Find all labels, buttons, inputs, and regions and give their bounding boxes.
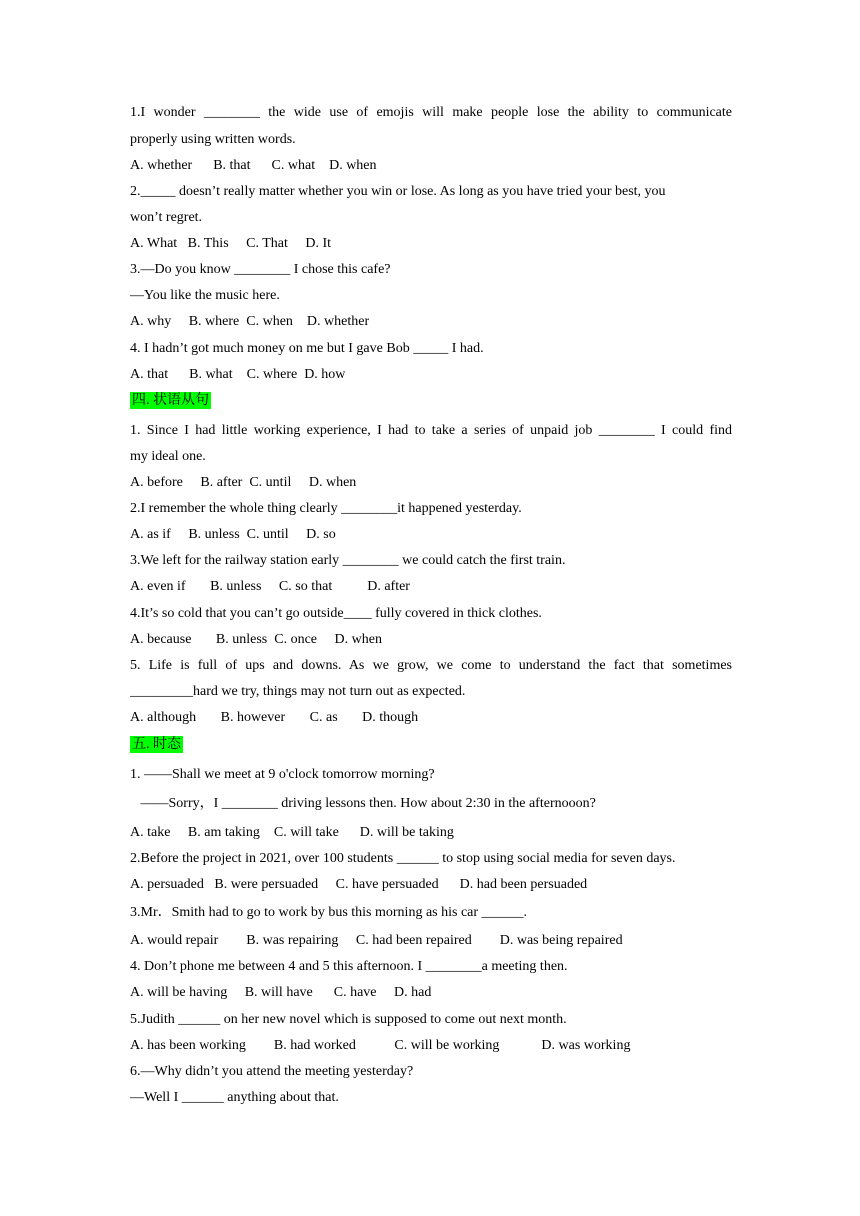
question-line: —You like the music here. bbox=[130, 288, 280, 303]
options-line: A. even if B. unless C. so that D. after bbox=[130, 579, 410, 594]
options-line: A. will be having B. will have C. have D. had bbox=[130, 985, 432, 1000]
question-line: 4. Don’t phone me between 4 and 5 this afternoon. I ________a meeting then. bbox=[130, 959, 568, 974]
question-line: properly using written words. bbox=[130, 132, 296, 147]
section-heading: 四. 状语从句 bbox=[132, 393, 209, 408]
question-line: 1. Since I had little working experience, I had to take a series of unpaid job ________ I could find bbox=[130, 423, 732, 438]
options-line: A. persuaded B. were persuaded C. have persuaded D. had been persuaded bbox=[130, 877, 588, 892]
question-line: 5. Life is full of ups and downs. As we grow, we come to understand the fact that sometimes bbox=[130, 658, 732, 673]
options-line: A. whether B. that C. what D. when bbox=[130, 158, 377, 173]
question-line: ——Sorry，I ________ driving lessons then. How about 2:30 in the afternooon? bbox=[130, 796, 596, 811]
options-line: A. would repair B. was repairing C. had been repaired D. was being repaired bbox=[130, 933, 623, 948]
question-line: my ideal one. bbox=[130, 449, 206, 464]
question-line: 4.It’s so cold that you can’t go outside____ fully covered in thick clothes. bbox=[130, 606, 542, 621]
question-line: 4. I hadn’t got much money on me but I gave Bob _____ I had. bbox=[130, 341, 484, 356]
options-line: A. that B. what C. where D. how bbox=[130, 367, 346, 382]
options-line: A. has been working B. had worked C. will be working D. was working bbox=[130, 1038, 631, 1053]
question-line: 5.Judith ______ on her new novel which is supposed to come out next month. bbox=[130, 1012, 567, 1027]
question-line: 2._____ doesn’t really matter whether you win or lose. As long as you have tried your best, you bbox=[130, 184, 666, 199]
options-line: A. although B. however C. as D. though bbox=[130, 710, 419, 725]
options-line: A. because B. unless C. once D. when bbox=[130, 632, 382, 647]
options-line: A. why B. where C. when D. whether bbox=[130, 314, 370, 329]
options-line: A. What B. This C. That D. It bbox=[130, 236, 332, 251]
question-line: 2.I remember the whole thing clearly ________it happened yesterday. bbox=[130, 501, 522, 516]
question-line: 1. ——Shall we meet at 9 o'clock tomorrow morning? bbox=[130, 767, 435, 782]
question-line: —Well I ______ anything about that. bbox=[130, 1090, 339, 1105]
question-line: 6.—Why didn’t you attend the meeting yesterday? bbox=[130, 1064, 414, 1079]
question-line: 1.I wonder ________ the wide use of emojis will make people lose the ability to communicate bbox=[130, 105, 732, 120]
question-line: 2.Before the project in 2021, over 100 students ______ to stop using social media for seven days. bbox=[130, 851, 676, 866]
question-line: won’t regret. bbox=[130, 210, 203, 225]
question-line: _________hard we try, things may not turn out as expected. bbox=[130, 684, 466, 699]
question-line: 3.Mr．Smith had to go to work by bus this morning as his car ______. bbox=[130, 905, 528, 920]
question-line: 3.We left for the railway station early ________ we could catch the first train. bbox=[130, 553, 566, 568]
options-line: A. as if B. unless C. until D. so bbox=[130, 527, 336, 542]
options-line: A. before B. after C. until D. when bbox=[130, 475, 357, 490]
question-line: 3.—Do you know ________ I chose this cafe? bbox=[130, 262, 391, 277]
section-heading: 五. 时态 bbox=[132, 737, 181, 752]
options-line: A. take B. am taking C. will take D. will be taking bbox=[130, 825, 454, 840]
